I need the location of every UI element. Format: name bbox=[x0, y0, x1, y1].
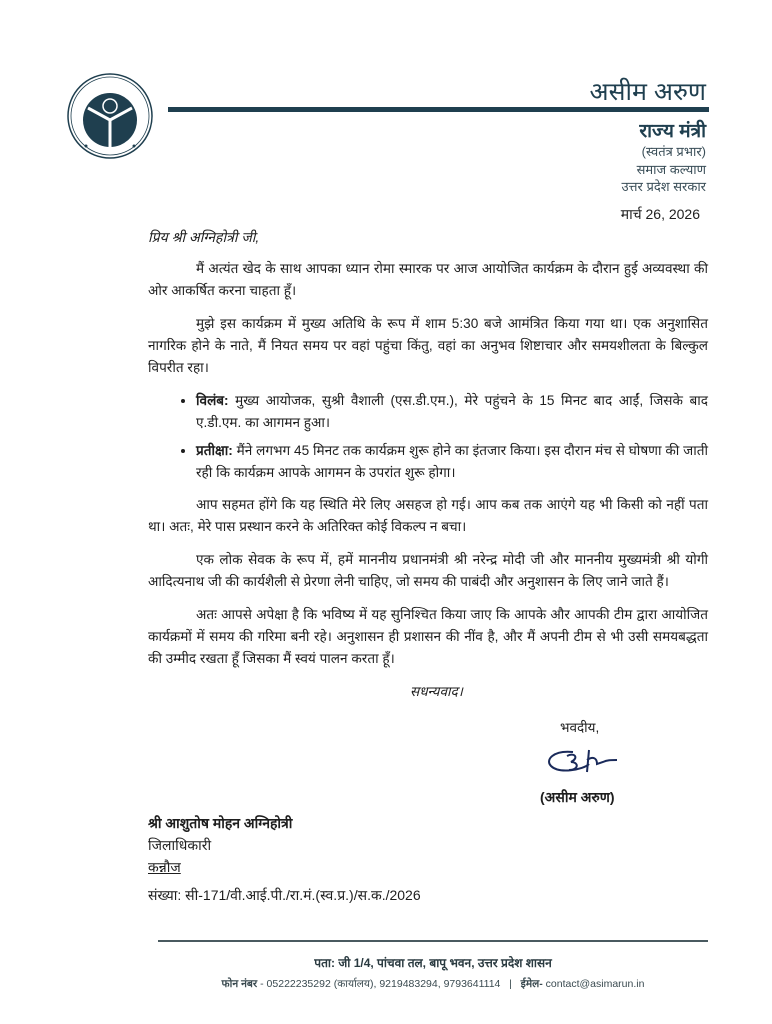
footer-rule bbox=[158, 940, 708, 942]
paragraph: मैं अत्यंत खेद के साथ आपका ध्यान रोमा स्मारक पर आज आयोजित कार्यक्रम के दौरान हुई अव्यवस्था की ओर आकर्षित करना चाहता हूँ। bbox=[148, 261, 708, 298]
bullet-item: • प्रतीक्षा: मैंने लगभग 45 मिनट तक कार्यक्रम शुरू होने का इंतजार किया। इस दौरान मंच से घोषणा की जाती रही कि कार्यक्रम आपके आगमन के उपरांत शुरू होगा। bbox=[196, 440, 708, 484]
closing: भवदीय, bbox=[560, 720, 600, 735]
up-government-emblem-logo bbox=[66, 72, 154, 160]
footer-contact: फोन नंबर - 05222235292 (कार्यालय), 9219483294, 9793641114 | ईमेल- contact@asimarun.in bbox=[221, 978, 645, 990]
government: उत्तर प्रदेश सरकार bbox=[621, 179, 706, 194]
recipient-block bbox=[148, 812, 292, 878]
letter-body bbox=[148, 258, 708, 714]
signatory-name: (असीम अरुण) bbox=[540, 789, 615, 805]
recipient-title: जिलाधिकारी bbox=[148, 837, 212, 853]
recipient-name: श्री आशुतोष मोहन अग्निहोत्री bbox=[148, 815, 293, 831]
salutation: प्रिय श्री अग्निहोत्री जी, bbox=[148, 229, 260, 245]
designation-sub: (स्वतंत्र प्रभार) bbox=[641, 144, 706, 159]
paragraph: आप सहमत होंगे कि यह स्थिति मेरे लिए असहज हो गई। आप कब तक आएंगे यह भी किसी को नहीं पता था। अतः, मेरे पास प्रस्थान करने के अतिरिक्त कोई विकल्प न बचा। bbox=[148, 497, 708, 534]
paragraph: एक लोक सेवक के रूप में, हमें माननीय प्रधानमंत्री श्री नरेन्द्र मोदी जी और माननीय मुख्यमंत्री श्री योगी आदित्यनाथ जी की कार्यशैली से प्रेरणा लेनी चाहिए, जो समय की पाबंदी और अनुशासन के लिए जाने जाते हैं। bbox=[148, 552, 708, 589]
minister-name: असीम अरुण bbox=[589, 78, 706, 106]
recipient-place: कन्नौज bbox=[148, 859, 181, 875]
bullet-item: • विलंब: मुख्य आयोजक, सुश्री वैशाली (एस.डी.एम.), मेरे पहुंचने के 15 मिनट बाद आईं, जिसके बाद ए.डी.एम. का आगमन हुआ। bbox=[196, 390, 708, 434]
designation: राज्य मंत्री bbox=[639, 121, 706, 142]
handwritten-signature bbox=[543, 742, 633, 782]
bullet-list bbox=[148, 390, 708, 484]
paragraph: अतः आपसे अपेक्षा है कि भविष्य में यह सुनिश्चित किया जाए कि आपके और आपकी टीम द्वारा आयोजित कार्यक्रमों में समय की गरिमा बनी रहे। अनुशासन ही प्रशासन की नींव है, और मैं अपनी टीम से भी उसी समयबद्धता की उम्मीद रखता हूँ जिसका मैं स्वयं पालन करता हूँ। bbox=[148, 607, 708, 666]
department: समाज कल्याण bbox=[636, 162, 706, 177]
paragraph: मुझे इस कार्यक्रम में मुख्य अतिथि के रूप में शाम 5:30 बजे आमंत्रित किया गया था। एक अनुशासित नागरिक होने के नाते, मैं नियत समय पर वहां पहुंचा किंतु, वहां का अनुभव शिष्टाचार और समयशीलता के बिल्कुल विपरीत रहा। bbox=[148, 316, 708, 375]
phone-numbers: - 05222235292 (कार्यालय), 9219483294, 9793641114 bbox=[257, 978, 501, 990]
letter-date: मार्च 26, 2026 bbox=[620, 206, 700, 222]
thanks: सधन्यवाद। bbox=[410, 684, 463, 699]
email-link[interactable]: contact@asimarun.in bbox=[542, 978, 645, 990]
footer-address: पता: जी 1/4, पांचवा तल, बापू भवन, उत्तर प्रदेश शासन bbox=[314, 956, 552, 970]
reference-number: संख्या: सी-171/वी.आई.पी./रा.मं.(स्व.प्र.)/स.क./2026 bbox=[148, 887, 421, 903]
